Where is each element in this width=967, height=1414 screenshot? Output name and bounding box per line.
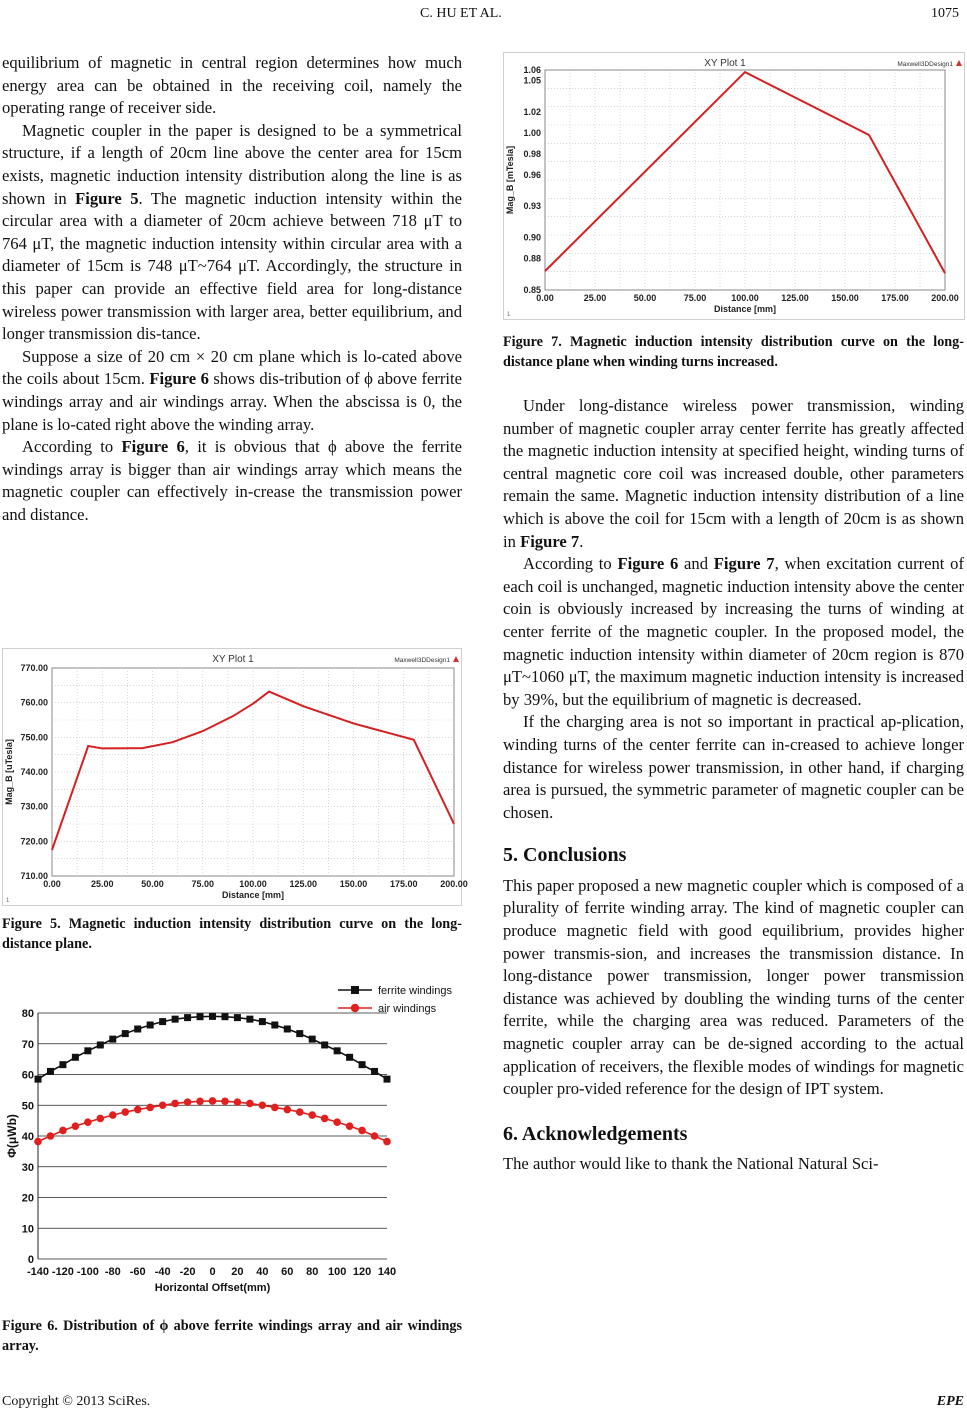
x-tick-label: -100 — [76, 1266, 99, 1278]
figure-ref: Figure 6 — [617, 554, 679, 574]
data-point — [358, 1127, 366, 1135]
data-point — [334, 1047, 341, 1054]
data-point — [283, 1106, 291, 1114]
legend-label: air windings — [378, 1003, 437, 1015]
figure-5-caption: Figure 5. Magnetic induction intensity distribution curve on the long-distance plane. — [2, 916, 462, 952]
data-point — [134, 1025, 141, 1032]
section-heading-conclusions: 5. Conclusions — [503, 844, 627, 867]
y-tick-label: 0.85 — [523, 285, 541, 295]
paragraph: According to Figure 6 and Figure 7, when excitation current of each coil is unchanged, magnetic induction intensity above the center coin is obviously increased by increasing the turns of winding at center ferrite of the magnetic coupler. In the proposed model, the magnetic induction intensity within diameter of 20cm region is 870 μT~1060 μT, the maximum magnetic induction intensity is increased by 39%, but the equilibrium of magnetic is decreased. — [503, 554, 964, 709]
data-point — [234, 1014, 241, 1021]
figure-6-caption: Figure 6. Distribution of ϕ above ferrite windings array and air windings array. — [2, 1318, 462, 1354]
data-point — [259, 1018, 266, 1025]
x-tick-label: 20 — [231, 1266, 244, 1278]
plot-title: XY Plot 1 — [212, 654, 254, 665]
paragraph: Under long-distance wireless power transmission, winding number of magnetic coupler array center ferrite has greatly affected the magnetic induction intensity at specified height, winding turns of central magnetic core coil was increased double, other parameters remain the same. Magnetic induction intensity distribution of a line which is above the coil for 15cm with a length of 20cm is as shown in Figure 7. — [503, 396, 964, 551]
x-tick-label: 200.00 — [440, 879, 468, 889]
x-tick-label: 50.00 — [141, 879, 164, 889]
paragraph: equilibrium of magnetic in central region determines how much energy area can be obtained in the receiving coil, namely the operating range of receiver side. — [2, 53, 462, 118]
y-tick-label: 70 — [21, 1038, 34, 1051]
y-tick-label: 0.90 — [523, 232, 541, 243]
data-point — [184, 1014, 191, 1021]
data-point — [271, 1104, 279, 1112]
legend-label: ferrite windings — [378, 985, 452, 997]
x-tick-label: 75.00 — [683, 293, 707, 303]
data-point — [159, 1018, 166, 1025]
x-tick-label: 175.00 — [389, 879, 418, 889]
figure-6-plot — [2, 978, 462, 1310]
data-point — [97, 1115, 105, 1123]
page-number: 1075 — [931, 6, 959, 21]
data-point — [346, 1122, 354, 1130]
data-point — [309, 1036, 316, 1043]
y-tick-label: 770.00 — [20, 663, 48, 673]
paragraph: This paper proposed a new magnetic coupler which is composed of a plurality of ferrite winding array. The kind of magnetic coupler can produce magnetic field with good equilibrium, provides higher power transmis-sion, and increases the transmission distance. In long-distance power transmission, longer power transmission distance was achieved by doubling the winding turns of the center ferrite, while the charging area was reduced. Parameters of the magnetic coupler array can be de-signed according to the actual application of receivers, the flexible modes of windings for magnetic coupler pro-vided reference for the design of IPT system. — [503, 875, 964, 1099]
data-point — [122, 1030, 129, 1037]
data-point — [296, 1108, 304, 1116]
data-point — [221, 1013, 228, 1020]
y-axis-label: Φ(μWb) — [5, 1114, 19, 1158]
paragraph: The author would like to thank the National Natural Sci- — [503, 1154, 879, 1174]
y-tick-label: 60 — [21, 1069, 34, 1082]
data-point — [308, 1111, 316, 1119]
x-axis-label: Horizontal Offset(mm) — [154, 1282, 271, 1294]
data-point — [121, 1108, 129, 1116]
x-tick-label: -20 — [179, 1266, 196, 1278]
y-tick-label: 0.93 — [523, 201, 541, 212]
paragraph: If the charging area is not so important in practical ap-plication, winding turns of the center ferrite can in-creased to achieve longer distance for wireless power transmission, in other hand, if charging area is pursued, the symmetric parameter of magnetic coupler can be chosen. — [503, 712, 964, 822]
data-point — [284, 1025, 291, 1032]
data-point — [221, 1097, 229, 1105]
data-point — [371, 1132, 379, 1140]
paragraph: According to Figure 6, it is obvious that ϕ above the ferrite windings array is bigger than air windings array which means the magnetic coupler can effectively in-crease the transmission power and distance. — [2, 437, 462, 524]
data-point — [35, 1076, 42, 1083]
x-tick-label: 0.00 — [536, 293, 554, 303]
legend-marker — [351, 1004, 359, 1012]
x-tick-label: 40 — [256, 1266, 269, 1278]
journal-abbrev: EPE — [936, 1394, 964, 1409]
corner-mark: 1 — [507, 312, 511, 318]
y-tick-label: 80 — [21, 1008, 34, 1020]
y-tick-label: 1.05 — [523, 75, 541, 86]
x-axis-label: Distance [mm] — [713, 304, 777, 314]
data-point — [209, 1097, 217, 1105]
data-point — [346, 1054, 353, 1061]
x-tick-label: -80 — [104, 1266, 121, 1278]
data-point — [246, 1100, 254, 1108]
y-tick-label: 1.02 — [523, 106, 541, 117]
x-tick-label: 150.00 — [831, 293, 859, 303]
left-column-text — [2, 52, 462, 526]
paragraph: Suppose a size of 20 cm × 20 cm plane which is lo-cated above the coils about 15cm. Figure 6 shows dis-tribution of ϕ above ferrite windings array and air windings array. When the abscissa is 0, the plane is lo-cated right above the winding array. — [2, 346, 462, 434]
y-tick-label: 760.00 — [20, 697, 48, 708]
y-tick-label: 710.00 — [20, 871, 48, 881]
y-tick-label: 40 — [21, 1131, 34, 1143]
y-tick-label: 10 — [21, 1223, 34, 1236]
x-tick-label: -60 — [129, 1266, 146, 1278]
data-point — [196, 1097, 204, 1105]
x-tick-label: 0.00 — [43, 879, 61, 889]
data-point — [97, 1041, 104, 1048]
data-point — [384, 1076, 391, 1083]
y-tick-label: 720.00 — [20, 836, 48, 847]
data-point — [184, 1098, 192, 1106]
x-tick-label: 150.00 — [339, 879, 368, 889]
x-tick-label: 200.00 — [931, 293, 959, 303]
data-point — [84, 1118, 92, 1126]
data-point — [109, 1036, 116, 1043]
data-point — [271, 1021, 278, 1028]
data-point — [159, 1101, 167, 1109]
y-tick-label: 750.00 — [20, 732, 48, 743]
data-point — [134, 1106, 142, 1114]
y-tick-label: 0.96 — [523, 169, 541, 180]
data-point — [359, 1061, 366, 1068]
figure-7 — [503, 52, 965, 320]
data-point — [172, 1016, 179, 1023]
figure-ref: Figure 6 — [121, 437, 185, 457]
figure-5 — [2, 648, 468, 906]
paragraph: Magnetic coupler in the paper is designed to be a symmetrical structure, if a length of 20cm line above the center area for 15cm exists, magnetic induction intensity distribution along the line is as shown in Figure 5. The magnetic induction intensity within the circular area with a diameter of 20cm achieve between 718 μT to 764 μT, the magnetic induction intensity within circular area with a diameter of 15cm is 748 μT~764 μT. Accordingly, the structure in this paper can provide an effective field area for long-distance wireless power transmission with larger area, better equilibrium, and longer transmission dis-tance. — [2, 120, 462, 344]
y-tick-label: 50 — [21, 1100, 34, 1113]
x-tick-label: 25.00 — [90, 879, 114, 889]
data-point — [321, 1115, 329, 1123]
figure-7-plot — [503, 52, 965, 320]
data-point — [146, 1104, 154, 1112]
section-heading-acknowledgements: 6. Acknowledgements — [503, 1122, 688, 1145]
figure-ref: Figure 6 — [149, 369, 209, 389]
data-point — [47, 1068, 54, 1075]
data-point — [47, 1132, 55, 1140]
x-tick-label: 120 — [352, 1266, 372, 1278]
y-tick-label: 0.98 — [523, 148, 541, 159]
y-tick-label: 1.06 — [523, 65, 541, 75]
figure-ref: Figure 5 — [75, 188, 139, 208]
y-tick-label: 30 — [21, 1161, 34, 1174]
figure-6 — [2, 978, 462, 1310]
x-tick-label: 60 — [281, 1266, 294, 1278]
figure-5-plot — [2, 648, 468, 906]
x-tick-label: 100 — [327, 1266, 347, 1278]
y-tick-label: 0 — [27, 1254, 34, 1266]
y-tick-label: 740.00 — [20, 767, 48, 777]
data-point — [333, 1118, 341, 1126]
legend-marker — [351, 986, 359, 994]
x-tick-label: -120 — [51, 1266, 74, 1278]
data-point — [383, 1138, 391, 1146]
data-point — [171, 1100, 179, 1108]
data-point — [72, 1054, 79, 1061]
y-tick-label: 0.88 — [523, 253, 541, 264]
y-tick-label: 20 — [21, 1192, 34, 1205]
y-tick-label: 730.00 — [20, 801, 48, 812]
data-point — [147, 1021, 154, 1028]
x-tick-label: -40 — [154, 1266, 171, 1278]
x-tick-label: 0 — [209, 1266, 216, 1278]
x-tick-label: 175.00 — [881, 293, 909, 303]
data-point — [72, 1122, 80, 1130]
copyright-notice: Copyright © 2013 SciRes. — [2, 1394, 151, 1409]
data-point — [209, 1013, 216, 1020]
data-point — [246, 1016, 253, 1023]
running-header-authors: C. HU ET AL. — [420, 6, 502, 21]
x-tick-label: 100.00 — [239, 879, 267, 889]
x-tick-label: 125.00 — [289, 879, 318, 889]
x-tick-label: 50.00 — [633, 293, 657, 303]
x-tick-label: 100.00 — [731, 293, 759, 303]
x-tick-label: -140 — [26, 1266, 50, 1278]
data-point — [197, 1013, 204, 1020]
figure-ref: Figure 7 — [713, 554, 775, 574]
data-point — [234, 1098, 242, 1106]
right-column-text — [503, 395, 964, 1176]
data-point — [371, 1068, 378, 1075]
data-point — [321, 1041, 328, 1048]
data-point — [59, 1127, 67, 1135]
y-axis-label: Mag_B [mTesla] — [505, 145, 515, 215]
data-point — [296, 1030, 303, 1037]
y-tick-label: 1.00 — [523, 127, 541, 138]
x-tick-label: 25.00 — [583, 293, 607, 303]
page-footer — [2, 1394, 964, 1410]
x-tick-label: 125.00 — [781, 293, 809, 303]
data-point — [109, 1111, 117, 1119]
figure-ref: Figure 7 — [520, 531, 580, 551]
figure-7-caption: Figure 7. Magnetic induction intensity distribution curve on the long- distance plane when winding turns increased. — [503, 334, 964, 370]
x-tick-label: 80 — [306, 1266, 319, 1278]
running-header — [0, 6, 967, 28]
corner-mark: 1 — [6, 898, 10, 904]
x-axis-label: Distance [mm] — [221, 890, 285, 900]
y-axis-label: Mag_B [uTesla] — [4, 739, 14, 805]
data-point — [34, 1138, 42, 1146]
x-tick-label: 140 — [377, 1266, 397, 1278]
data-point — [84, 1047, 91, 1054]
design-label: Maxwell3DDesign1 — [394, 657, 450, 664]
x-tick-label: 75.00 — [191, 879, 215, 889]
design-label: Maxwell3DDesign1 — [897, 61, 953, 68]
plot-title: XY Plot 1 — [704, 58, 746, 69]
data-point — [59, 1061, 66, 1068]
data-point — [259, 1101, 267, 1109]
